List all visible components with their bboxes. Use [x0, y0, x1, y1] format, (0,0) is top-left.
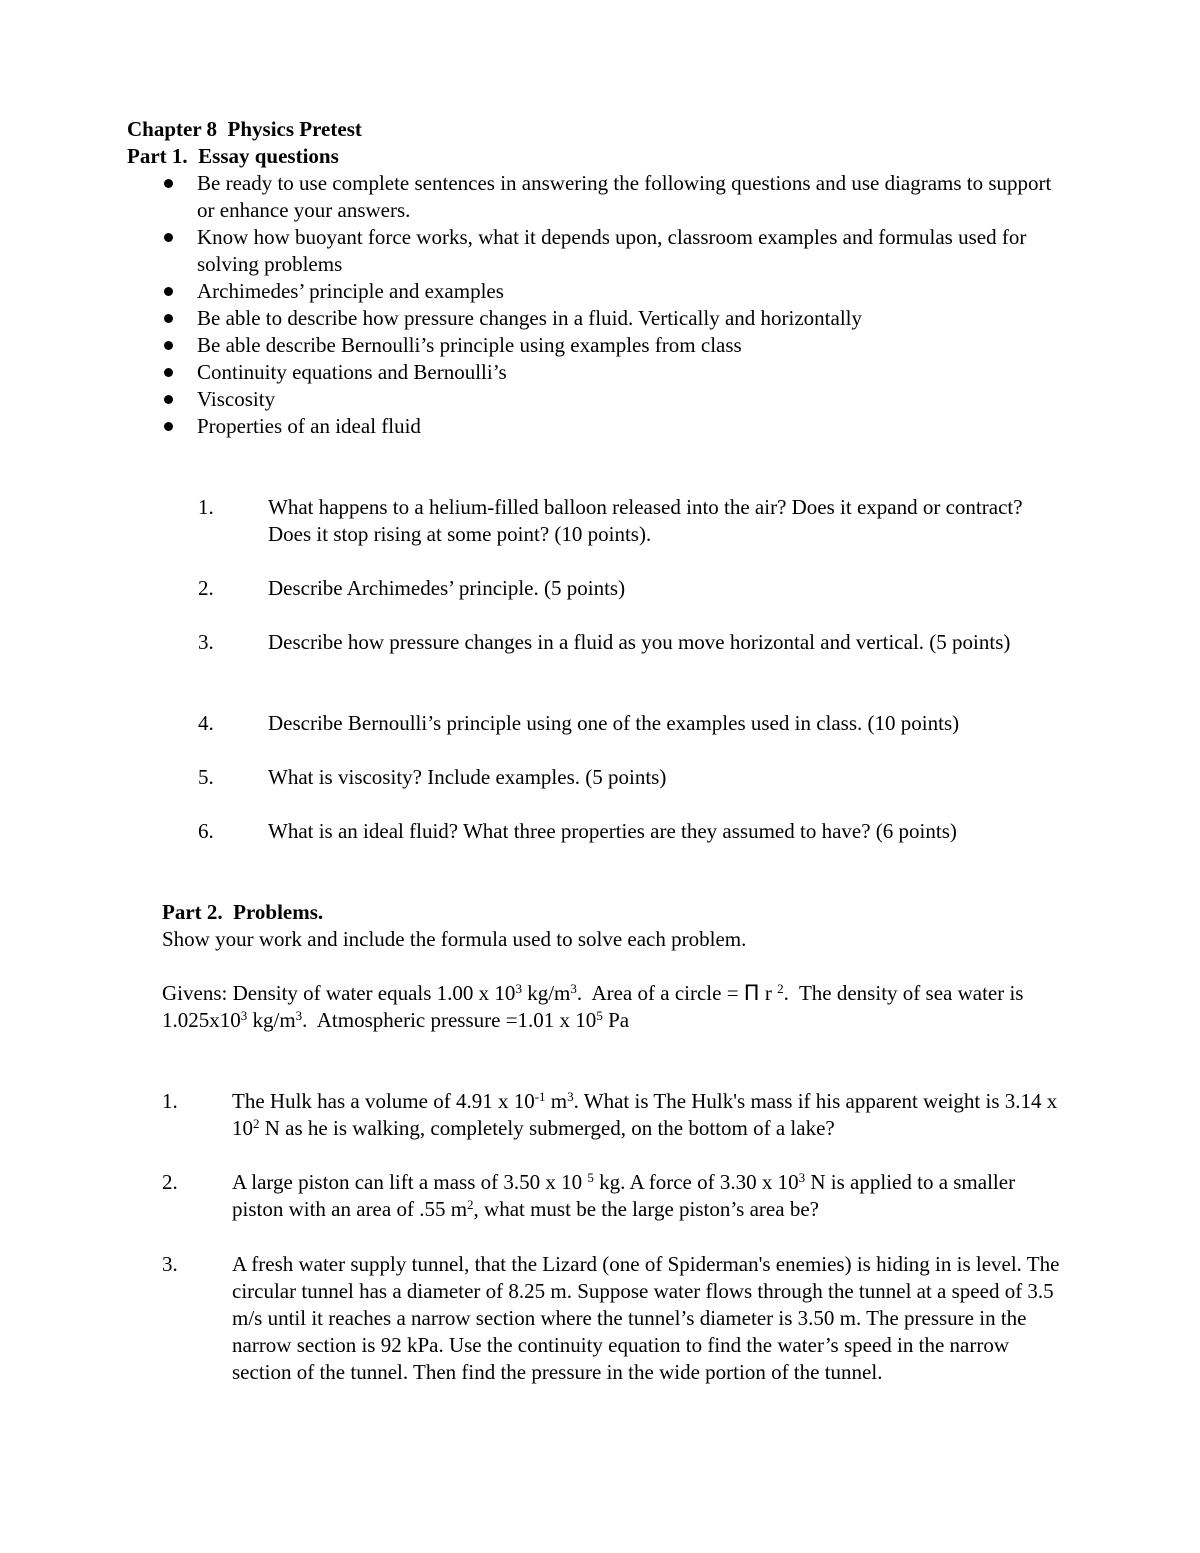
list-item: Continuity equations and Bernoulli’s	[162, 359, 1062, 386]
bullet-icon	[164, 233, 173, 242]
problem-3	[162, 1251, 1062, 1386]
question-text: What is viscosity? Include examples. (5 points)	[268, 765, 667, 789]
list-item: Be able describe Bernoulli’s principle using examples from class	[162, 332, 1062, 359]
bullet-icon	[164, 341, 173, 350]
problem-number: 1.	[162, 1089, 178, 1113]
problem-2	[162, 1169, 1062, 1223]
question-number: 5.	[198, 765, 214, 789]
list-item: Be ready to use complete sentences in answering the following questions and use diagrams to support or enhance your answers.	[162, 170, 1062, 224]
question-number: 1.	[198, 495, 214, 519]
question-number: 4.	[198, 711, 214, 735]
bullet-icon	[164, 395, 173, 404]
part2-heading: Part 2. Problems.	[162, 900, 324, 924]
essay-question-3	[198, 629, 1068, 656]
essay-question-5	[198, 764, 1068, 791]
problem-number: 3.	[162, 1252, 178, 1276]
problem-1	[162, 1088, 1062, 1142]
problem-text: A large piston can lift a mass of 3.50 x 10 $^5$ kg. A force of 3.30 x $10^3$ N is applied to a smaller piston with an area of .55 $m^2$, what must be the large piston’s area be?	[232, 1170, 1016, 1221]
essay-question-1	[198, 494, 1068, 548]
question-number: 2.	[198, 576, 214, 600]
bullet-icon	[164, 422, 173, 431]
list-item: Archimedes’ principle and examples	[162, 278, 1062, 305]
question-number: 6.	[198, 819, 214, 843]
essay-question-6	[198, 818, 1068, 845]
essay-question-4	[198, 710, 1068, 737]
pi-symbol: Π	[743, 981, 760, 1005]
part1-heading: Part 1. Essay questions	[127, 144, 339, 168]
question-number: 3.	[198, 630, 214, 654]
problem-number: 2.	[162, 1170, 178, 1194]
essay-question-2	[198, 575, 1068, 602]
question-text: Describe Bernoulli’s principle using one of the examples used in class. (10 points)	[268, 711, 960, 735]
bullet-icon	[164, 314, 173, 323]
question-text: Describe Archimedes’ principle. (5 points)	[268, 576, 626, 600]
givens-text: Givens: Density of water equals 1.00 x $10^3$ $kg/m^3$. Area of a circle = Π r $^2$. The density of sea water is $1.025x10^3$ $kg/m^3$. Atmospheric pressure =1.01 x $10^5$ Pa	[162, 981, 1029, 1032]
bullet-icon	[164, 287, 173, 296]
bullet-icon	[164, 179, 173, 188]
question-text: Describe how pressure changes in a fluid as you move horizontal and vertical. (5 points)	[268, 630, 1011, 654]
list-item: Viscosity	[162, 386, 1062, 413]
problem-text: The Hulk has a volume of 4.91 x $10^{-1}$ $m^3$. What is The Hulk's mass if his apparent weight is 3.14 x $10^2$ N as he is walking, completely submerged, on the bottom of a lake?	[232, 1089, 1058, 1140]
question-text: What is an ideal fluid? What three properties are they assumed to have? (6 points)	[268, 819, 957, 843]
bullet-icon	[164, 368, 173, 377]
list-item: Be able to describe how pressure changes in a fluid. Vertically and horizontally	[162, 305, 1062, 332]
document-title: Chapter 8 Physics Pretest	[127, 117, 362, 141]
list-item: Know how buoyant force works, what it depends upon, classroom examples and formulas used for solving problems	[162, 224, 1062, 278]
study-guide-list	[162, 170, 1062, 440]
problem-text: A fresh water supply tunnel, that the Lizard (one of Spiderman's enemies) is hiding in is level. The circular tunnel has a diameter of 8.25 m. Suppose water flows through the tunnel at a speed of 3.5 m/s until it reaches a narrow section where the tunnel’s diameter is 3.50 m. The pressure in the narrow section is 92 kPa. Use the continuity equation to find the water’s speed in the narrow section of the tunnel. Then find the pressure in the wide portion of the tunnel.	[232, 1252, 1060, 1384]
question-text: What happens to a helium-filled balloon released into the air? Does it expand or contract? Does it stop rising at some point? (10 points).	[268, 495, 1023, 546]
part2-instructions: Show your work and include the formula used to solve each problem.	[162, 927, 747, 951]
list-item: Properties of an ideal fluid	[162, 413, 1062, 440]
